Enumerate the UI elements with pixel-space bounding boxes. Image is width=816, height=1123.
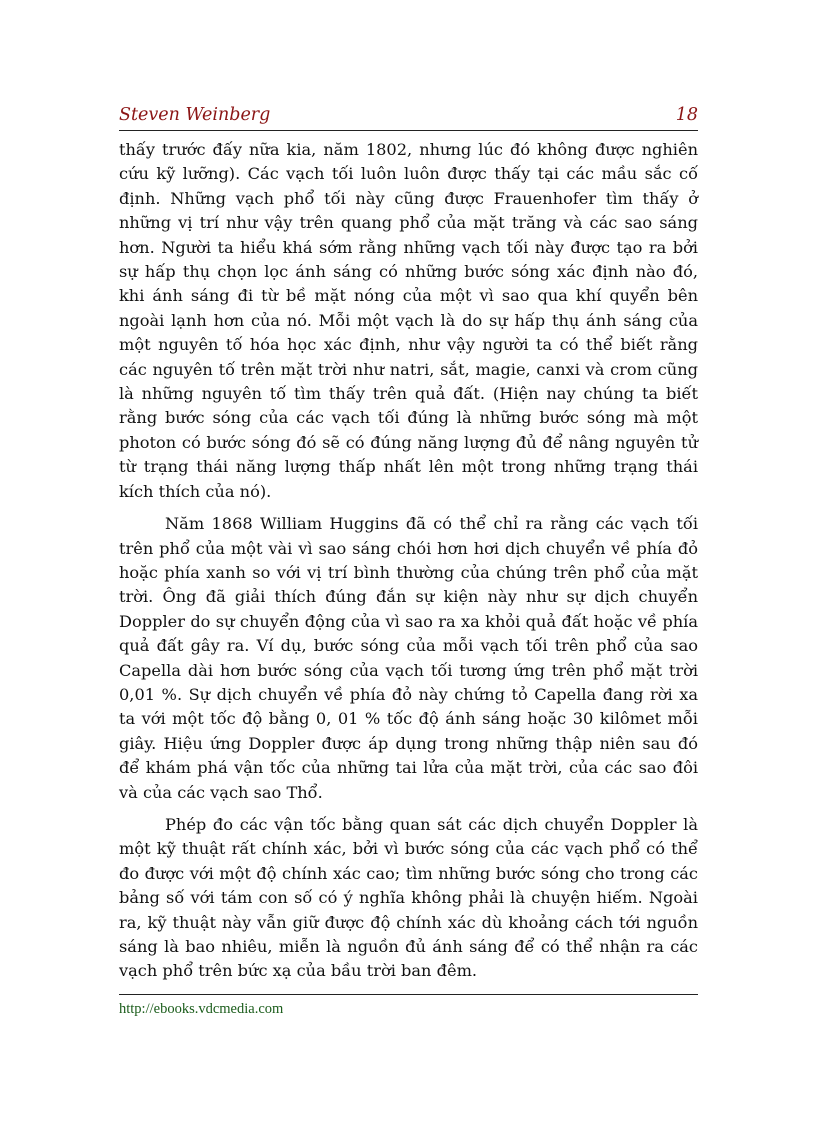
header-rule — [119, 130, 698, 131]
paragraph-huggins: Năm 1868 William Huggins đã có thể chỉ ra rằng các vạch tối trên phổ của một vài vì sao sáng chói hơn hơi dịch chuyển về phía đỏ hoặc phía xanh so với vị trí bình thường của chúng trên phổ của mặt trời. Ông đã giải thích đúng đắn sự kiện này như sự dịch chuyển Doppler do sự chuyển động của vì sao ra xa khỏi quả đất hoặc về phía quả đất gây ra. Ví dụ, bước sóng của mỗi vạch tối trên phổ của sao Capella dài hơn bước sóng của vạch tối tương ứng trên phổ mặt trời 0,01 %. Sự dịch chuyển về phía đỏ này chứng tỏ Capella đang rời xa ta với một tốc độ bằng 0, 01 % tốc độ ánh sáng hoặc 30 kilômet mỗi giây. Hiệu ứng Doppler được áp dụng trong những thập niên sau đó để khám phá vận tốc của những tai lửa của mặt trời, của các sao đôi và của các vạch sao Thổ. — [119, 514, 698, 802]
footer-rule — [119, 994, 698, 995]
header-author: Steven Weinberg — [119, 105, 271, 125]
footer-url[interactable]: http://ebooks.vdcmedia.com — [119, 1001, 284, 1017]
body-text — [119, 138, 698, 992]
paragraph-doppler-measurement: Phép đo các vận tốc bằng quan sát các dịch chuyển Doppler là một kỹ thuật rất chính xác, bởi vì bước sóng của các vạch phổ có thể đo được với một độ chính xác cao; tìm những bước sóng cho trong các bảng số với tám con số có ý nghĩa không phải là chuyện hiếm. Ngoài ra, kỹ thuật này vẫn giữ được độ chính xác dù khoảng cách tới nguồn sáng là bao nhiêu, miễn là nguồn đủ ánh sáng để có thể nhận ra các vạch phổ trên bức xạ của bầu trời ban đêm. — [119, 814, 698, 981]
paragraph-continuation: thấy trước đấy nữa kia, năm 1802, nhưng lúc đó không được nghiên cứu kỹ lưỡng). Các vạch tối luôn luôn được thấy tại các mầu sắc cố định. Những vạch phổ tối này cũng được Frauenhofer tìm thấy ở những vị trí như vậy trên quang phổ của mặt trăng và các sao sáng hơn. Người ta hiểu khá sớm rằng những vạch tối này được tạo ra bởi sự hấp thụ chọn lọc ánh sáng có những bước sóng xác định nào đó, khi ánh sáng đi từ bề mặt nóng của một vì sao qua khí quyển bên ngoài lạnh hơn của nó. Mỗi một vạch là do sự hấp thụ ánh sáng của một nguyên tố hóa học xác định, như vậy người ta có thể biết rằng các nguyên tố trên mặt trời như natri, sắt, magie, canxi và crom cũng là những nguyên tố tìm thấy trên quả đất. (Hiện nay chúng ta biết rằng bước sóng của các vạch tối đúng là những bước sóng mà một photon có bước sóng đó sẽ có đúng năng lượng đủ để nâng nguyên tử từ trạng thái năng lượng thấp nhất lên một trong những trạng thái kích thích của nó). — [119, 140, 698, 501]
header-page-number: 18 — [675, 105, 698, 125]
running-header — [119, 103, 698, 129]
